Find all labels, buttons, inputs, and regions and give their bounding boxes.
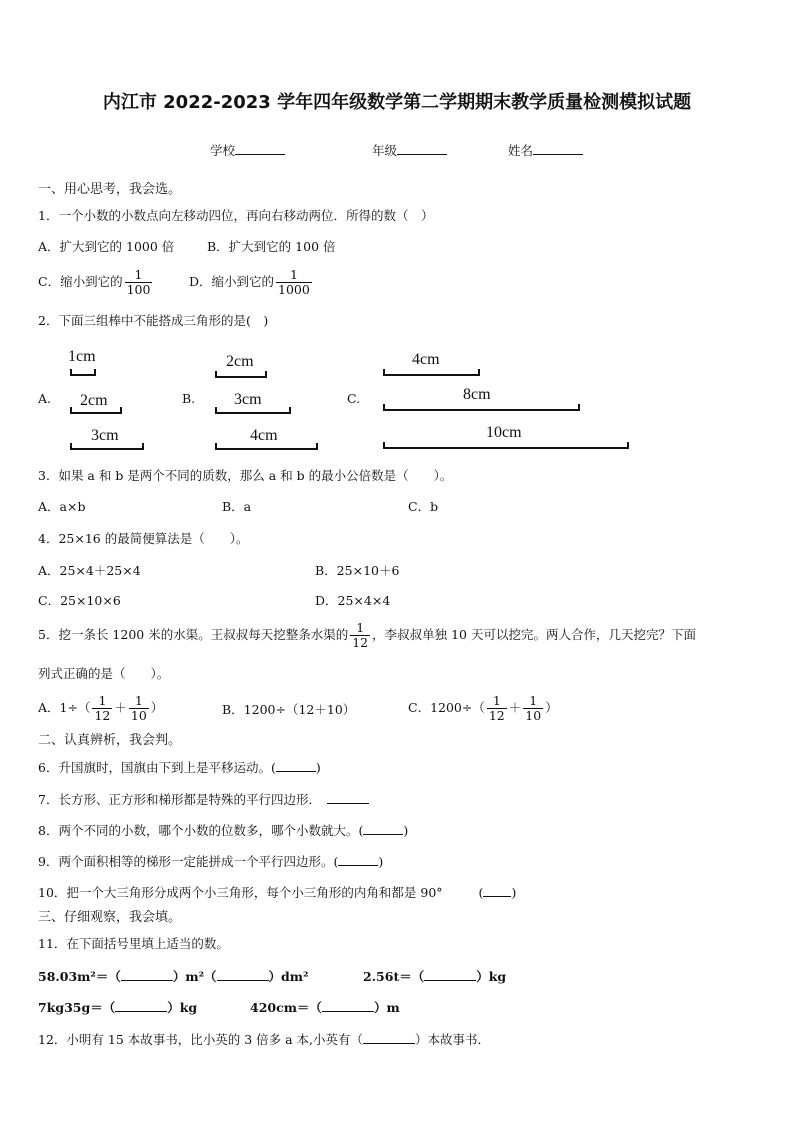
q10-text: 10．把一个大三角形分成两个小三角形，每个小三角形的内角和都是 90° bbox=[38, 885, 443, 900]
grade-field bbox=[372, 142, 447, 159]
name-field bbox=[508, 142, 583, 159]
fraction-numerator: 1 bbox=[125, 268, 153, 283]
section-2-heading: 二、认真辨析，我会判。 bbox=[38, 733, 182, 748]
q2-option-c-label[interactable]: C. bbox=[347, 391, 361, 406]
fraction bbox=[523, 694, 543, 723]
q5-stem-text: ，李叔叔单独 10 天可以挖完。两人合作，几天挖完？下面 bbox=[372, 627, 696, 642]
stick-b1 bbox=[215, 371, 267, 378]
stick-c3-label: 10cm bbox=[486, 424, 522, 441]
q5-option-c-text: C．1200÷（ bbox=[408, 700, 485, 715]
q12-text: 12．小明有 15 本故事书，比小英的 3 倍多 a 本,小英有（ bbox=[38, 1032, 364, 1047]
paren-close: ) bbox=[403, 823, 409, 838]
paren-close: ） bbox=[545, 700, 558, 715]
q11-text: 58.03m²＝（ bbox=[38, 969, 121, 984]
paren-close: ) bbox=[315, 760, 321, 775]
q3-stem: 3．如果 a 和 b 是两个不同的质数，那么 a 和 b 的最小公倍数是（ ）。 bbox=[38, 468, 453, 483]
q2-stem: 2．下面三组棒中不能搭成三角形的是( ) bbox=[38, 313, 269, 328]
stick-a3-label: 3cm bbox=[91, 427, 119, 444]
q6-text: 6．升国旗时，国旗由下到上是平移运动。( bbox=[38, 760, 276, 775]
q12-item bbox=[38, 1031, 490, 1048]
section-1-heading: 一、用心思考，我会选。 bbox=[38, 182, 182, 197]
q3-option-c[interactable]: C．b bbox=[408, 499, 439, 514]
q11-blank[interactable] bbox=[424, 968, 476, 981]
q11-text: ）dm² bbox=[268, 969, 309, 984]
q11-text: 420cm＝（ bbox=[250, 1000, 322, 1015]
stick-b2 bbox=[215, 407, 291, 414]
q3-option-b[interactable]: B．a bbox=[222, 499, 252, 514]
fraction bbox=[129, 694, 149, 723]
q11-row2-a bbox=[38, 999, 197, 1016]
fraction-numerator: 1 bbox=[350, 621, 370, 636]
name-blank[interactable] bbox=[533, 142, 583, 155]
stick-c2 bbox=[383, 404, 580, 411]
stick-c1 bbox=[383, 369, 480, 376]
q1-option-c[interactable] bbox=[38, 268, 154, 297]
q9-item bbox=[38, 853, 383, 870]
q11-text: 2.56t＝（ bbox=[363, 969, 425, 984]
school-field bbox=[210, 142, 285, 159]
q5-option-a-text: A．1÷（ bbox=[38, 700, 91, 715]
q8-item bbox=[38, 822, 408, 839]
school-label: 学校 bbox=[210, 143, 236, 158]
paren-close: ) bbox=[511, 885, 517, 900]
fraction bbox=[92, 694, 112, 723]
q11-text: ）m bbox=[373, 1000, 400, 1015]
q6-answer-blank[interactable] bbox=[276, 759, 316, 772]
fraction bbox=[276, 268, 312, 297]
stick-b1-label: 2cm bbox=[226, 353, 254, 370]
q11-stem: 11．在下面括号里填上适当的数。 bbox=[38, 936, 229, 951]
q4-option-a[interactable]: A．25×4＋25×4 bbox=[38, 563, 141, 578]
stick-a2-label: 2cm bbox=[80, 392, 108, 409]
q12-answer-blank[interactable] bbox=[363, 1031, 415, 1044]
name-label: 姓名 bbox=[508, 143, 534, 158]
stick-b2-label: 3cm bbox=[234, 391, 262, 408]
q11-blank[interactable] bbox=[115, 999, 167, 1012]
q1-option-b[interactable]: B．扩大到它的 100 倍 bbox=[207, 239, 336, 254]
paren-open: ( bbox=[478, 885, 484, 900]
q5-stem bbox=[38, 621, 696, 650]
fraction-denominator: 12 bbox=[352, 635, 369, 650]
grade-label: 年级 bbox=[372, 143, 398, 158]
q1-stem: 1．一个小数的小数点向左移动四位，再向右移动两位．所得的数（ ） bbox=[38, 208, 434, 223]
q11-row1-b bbox=[363, 968, 506, 985]
stick-b3-label: 4cm bbox=[250, 427, 278, 444]
q5-option-a[interactable] bbox=[38, 694, 163, 723]
q10-item bbox=[38, 884, 516, 901]
stick-a2 bbox=[70, 407, 122, 414]
fraction-numerator: 1 bbox=[92, 694, 112, 709]
fraction-denominator: 1000 bbox=[278, 282, 310, 297]
stick-c1-label: 4cm bbox=[412, 351, 440, 368]
fraction-denominator: 10 bbox=[130, 708, 147, 723]
school-blank[interactable] bbox=[235, 142, 285, 155]
paren-close: ） bbox=[150, 700, 164, 715]
q12-text: ）本故事书． bbox=[415, 1032, 491, 1047]
q11-blank[interactable] bbox=[322, 999, 374, 1012]
stick-a1 bbox=[70, 369, 96, 376]
q11-row1-a bbox=[38, 968, 309, 985]
q10-answer-blank[interactable] bbox=[483, 884, 511, 897]
fraction bbox=[125, 268, 153, 297]
fraction-denominator: 100 bbox=[126, 282, 151, 297]
q7-answer-blank[interactable] bbox=[327, 791, 369, 804]
fraction bbox=[487, 694, 507, 723]
q5-stem-text: 5．挖一条长 1200 米的水渠。王叔叔每天挖整条水渠的 bbox=[38, 627, 349, 642]
stick-b3 bbox=[215, 443, 318, 450]
q11-text: 7kg35g＝（ bbox=[38, 1000, 116, 1015]
q11-blank[interactable] bbox=[121, 968, 173, 981]
q4-option-c[interactable]: C．25×10×6 bbox=[38, 593, 121, 608]
stick-c3 bbox=[383, 442, 629, 449]
q1-option-a[interactable]: A．扩大到它的 1000 倍 bbox=[38, 239, 175, 254]
stick-a3 bbox=[70, 443, 144, 450]
q8-text: 8．两个不同的小数，哪个小数的位数多，哪个小数就大。( bbox=[38, 823, 364, 838]
q11-text: ）kg bbox=[476, 969, 507, 984]
q2-option-a-label[interactable]: A. bbox=[38, 391, 52, 406]
q11-blank[interactable] bbox=[217, 968, 269, 981]
fraction-denominator: 10 bbox=[525, 708, 542, 723]
fraction-numerator: 1 bbox=[487, 694, 507, 709]
paren-close: ) bbox=[378, 854, 384, 869]
fraction bbox=[350, 621, 370, 650]
stick-a1-label: 1cm bbox=[68, 348, 96, 365]
section-3-heading: 三、仔细观察，我会填。 bbox=[38, 910, 182, 925]
plus-sign: ＋ bbox=[114, 700, 127, 715]
fraction-numerator: 1 bbox=[523, 694, 543, 709]
q9-answer-blank[interactable] bbox=[338, 853, 378, 866]
fraction-denominator: 12 bbox=[488, 708, 505, 723]
q5-option-c[interactable] bbox=[408, 694, 558, 723]
q7-text: 7．长方形、正方形和梯形都是特殊的平行四边形． bbox=[38, 792, 321, 807]
fraction-denominator: 12 bbox=[94, 708, 111, 723]
q11-text: ）m²（ bbox=[172, 969, 217, 984]
q1-option-d[interactable] bbox=[189, 268, 314, 297]
stick-c2-label: 8cm bbox=[463, 386, 491, 403]
q3-option-a[interactable]: A．a×b bbox=[38, 499, 86, 514]
fraction-numerator: 1 bbox=[276, 268, 312, 283]
q6-item bbox=[38, 759, 321, 776]
fraction-numerator: 1 bbox=[129, 694, 149, 709]
q5-option-b[interactable]: B．1200÷（12＋10） bbox=[222, 702, 356, 717]
q4-stem: 4．25×16 的最简便算法是（ ）。 bbox=[38, 531, 249, 546]
q1-option-d-text: D．缩小到它的 bbox=[189, 274, 275, 289]
q4-option-d[interactable]: D．25×4×4 bbox=[315, 593, 391, 608]
q7-item bbox=[38, 791, 369, 808]
q11-text: ）kg bbox=[167, 1000, 198, 1015]
q9-text: 9．两个面积相等的梯形一定能拼成一个平行四边形。( bbox=[38, 854, 339, 869]
plus-sign: ＋ bbox=[508, 700, 522, 715]
q8-answer-blank[interactable] bbox=[363, 822, 403, 835]
q4-option-b[interactable]: B．25×10＋6 bbox=[315, 563, 400, 578]
q1-option-c-text: C．缩小到它的 bbox=[38, 274, 123, 289]
q11-row2-b bbox=[250, 999, 400, 1016]
q2-option-b-label[interactable]: B. bbox=[182, 391, 196, 406]
page-title: 内江市 2022-2023 学年四年级数学第二学期期末教学质量检测模拟试题 bbox=[102, 92, 692, 113]
q5-stem-line2: 列式正确的是（ ）。 bbox=[38, 666, 170, 681]
grade-blank[interactable] bbox=[397, 142, 447, 155]
